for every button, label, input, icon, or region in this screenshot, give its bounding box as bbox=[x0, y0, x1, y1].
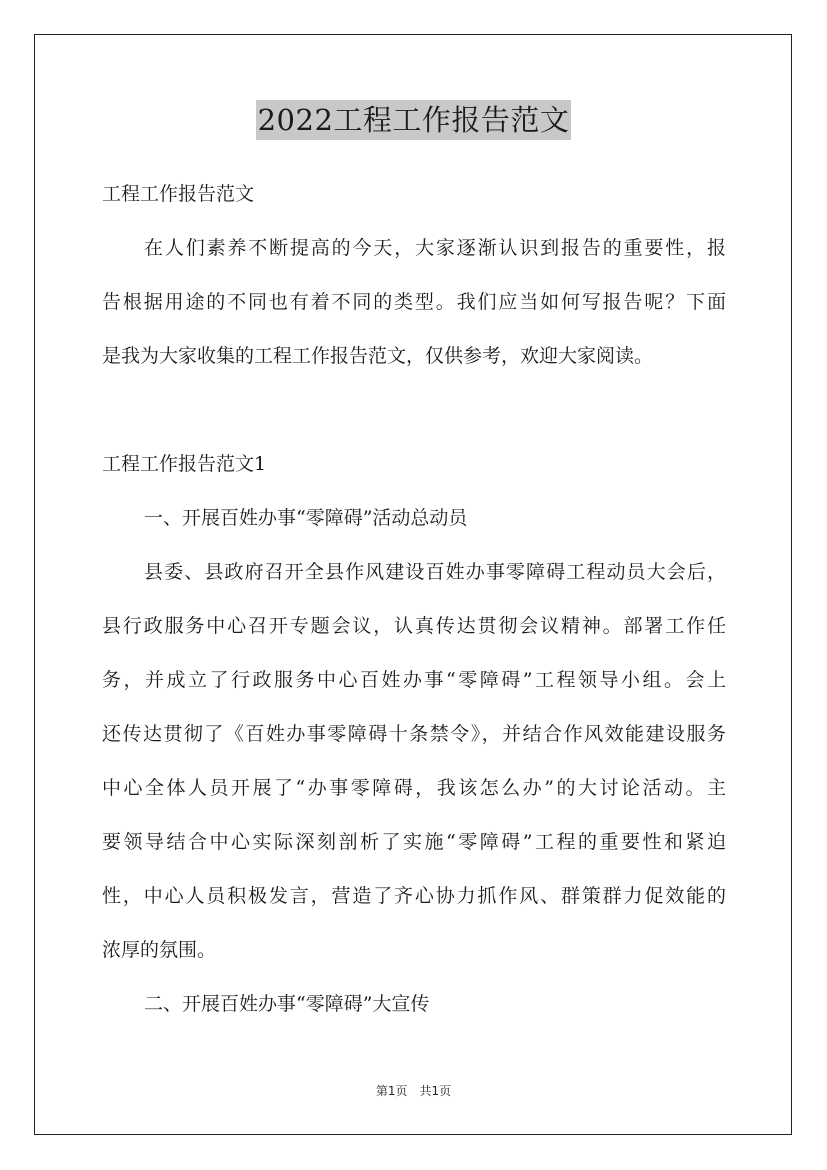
paragraph-line: 务，并成立了行政服务中心百姓办事“零障碍”工程领导小组。会上 bbox=[102, 669, 726, 691]
subsection-heading: 二、开展百姓办事“零障碍”大宣传 bbox=[144, 993, 430, 1015]
paragraph-line: 县行政服务中心召开专题会议，认真传达贯彻会议精神。部署工作任 bbox=[102, 615, 726, 637]
title-container bbox=[0, 100, 827, 140]
paragraph-line: 还传达贯彻了《百姓办事零障碍十条禁令》，并结合作风效能建设服务 bbox=[102, 723, 726, 745]
paragraph-line: 是我为大家收集的工程工作报告范文，仅供参考，欢迎大家阅读。 bbox=[102, 345, 654, 367]
paragraph-line: 县委、县政府召开全县作风建设百姓办事零障碍工程动员大会后， bbox=[144, 561, 726, 583]
paragraph-line: 要领导结合中心实际深刻剖析了实施“零障碍”工程的重要性和紧迫 bbox=[102, 831, 726, 853]
document-title: 2022工程工作报告范文 bbox=[256, 100, 572, 140]
section-heading: 工程工作报告范文 bbox=[102, 183, 255, 205]
paragraph-line: 性，中心人员积极发言，营造了齐心协力抓作风、群策群力促效能的 bbox=[102, 885, 726, 907]
paragraph-line: 浓厚的氛围。 bbox=[102, 939, 217, 961]
section-heading: 工程工作报告范文1 bbox=[102, 453, 267, 475]
subsection-heading: 一、开展百姓办事“零障碍”活动总动员 bbox=[144, 507, 468, 529]
page-footer: 第1页 共1页 bbox=[375, 1084, 452, 1098]
paragraph-line: 在人们素养不断提高的今天，大家逐渐认识到报告的重要性，报 bbox=[144, 237, 726, 259]
paragraph-line: 中心全体人员开展了“办事零障碍，我该怎么办”的大讨论活动。主 bbox=[102, 777, 726, 799]
paragraph-line: 告根据用途的不同也有着不同的类型。我们应当如何写报告呢？下面 bbox=[102, 291, 726, 313]
